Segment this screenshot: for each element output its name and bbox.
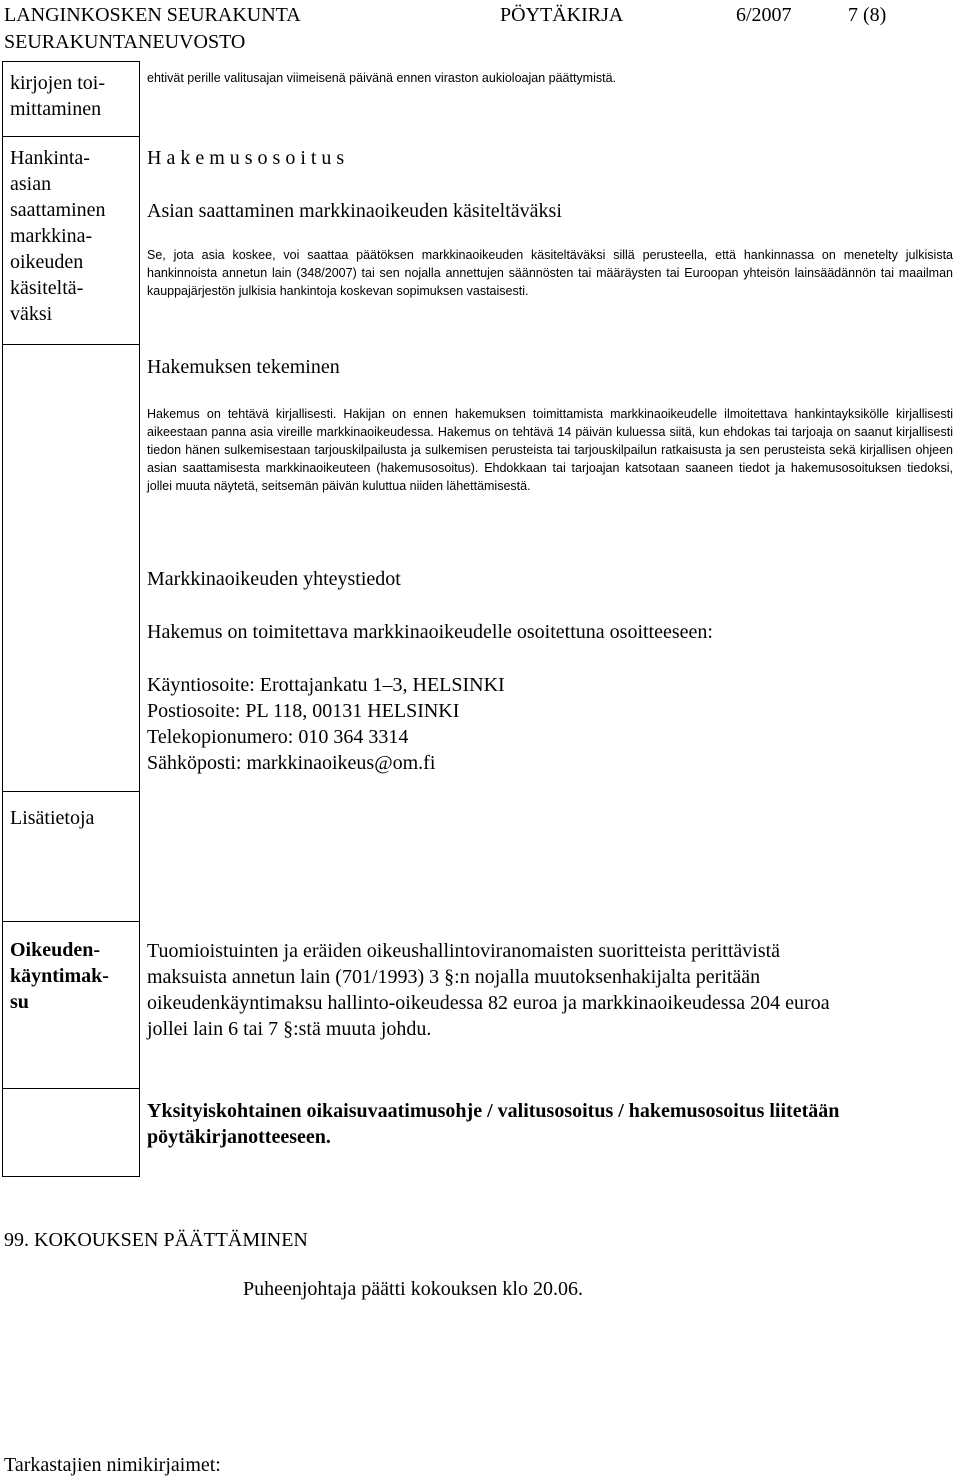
table-border-row4 [2, 1088, 140, 1089]
row4-label [10, 937, 109, 1015]
row2-label-line: saattaminen [10, 199, 106, 221]
contact-email: Sähköposti: markkinaoikeus@om.fi [147, 752, 436, 774]
contact-heading: Markkinaoikeuden yhteystiedot [147, 568, 401, 590]
contact-block [147, 672, 505, 776]
table-border-row1 [2, 136, 140, 137]
row2-label-line: asian [10, 173, 52, 195]
row2-label [10, 145, 106, 327]
row1-label [10, 70, 105, 122]
header-number: 6/2007 [736, 4, 792, 26]
address-intro: Hakemus on toimitettava markkinaoikeudelle osoitettuna osoitteeseen: [147, 621, 713, 643]
section-99-text: Puheenjohtaja päätti kokouksen klo 20.06. [243, 1278, 583, 1300]
table-border-row2 [2, 344, 140, 345]
row3-label: Lisätietoja [10, 807, 95, 829]
appeal-paragraph: Se, jota asia koskee, voi saattaa päätöksen markkinaoikeuden käsiteltäväksi sillä perusteella, että hankinnassa on menetelty julkisista hankinnoista annetun lain (348/2007) tai sen nojalla annettujen säännösten tai määräysten tai Euroopan yhteisön lainsäädännön tai maailman kauppajärjestön julkisia hankintoja koskevan sopimuksen vastaisesti. [147, 248, 953, 298]
table-border-left [2, 61, 3, 1177]
court-fee-line: Tuomioistuinten ja eräiden oikeushallintoviranomaisten suoritteista perittävistä [147, 940, 781, 962]
table-border-row2b [2, 791, 140, 792]
contact-postal-address: Postiosoite: PL 118, 00131 HELSINKI [147, 700, 460, 722]
contact-visit-address: Käyntiosoite: Erottajankatu 1–3, HELSINKI [147, 674, 505, 696]
row4-label-line: su [10, 991, 29, 1013]
contact-fax: Telekopionumero: 010 364 3314 [147, 726, 409, 748]
table-border-bottom [2, 1176, 140, 1177]
row4-label-line: käyntimak- [10, 965, 109, 987]
appendix-note-line: pöytäkirjanotteeseen. [147, 1126, 331, 1148]
row2-label-line: Hankinta- [10, 147, 90, 169]
row1-text: ehtivät perille valitusajan viimeisenä päivänä ennen viraston aukioloajan päättymistä. [147, 71, 617, 85]
court-fee-line: maksuista annetun lain (701/1993) 3 §:n nojalla muutoksenhakijalta peritään [147, 966, 761, 988]
application-paragraph: Hakemus on tehtävä kirjallisesti. Hakijan on ennen hakemuksen toimittamista markkinaoikeudelle ilmoitettava hankintayksikölle kirjallisesti aikeestaan panna asia vireille markkinaoikeudessa. Hakemus on tehtävä 14 päivän kuluessa siitä, kun ehdokas tai tarjoaja on saanut kirjallisesti tiedon hänen sulkemisestaan tarjouskilpailusta ja sulkemisen perusteista tai tarjouskilpailun ratkaisusta ja sen perusteista sekä kirjallisen ohjeen asian saattamisesta markkinaoikeuteen (hakemusosoitus). Ehdokkaan tai tarjoajan katsotaan saaneen tiedot ja hakemusosoituksen tiedoksi, jollei muuta näytetä, seitsemän päivän kuluttua niiden lähettämisestä. [147, 407, 953, 493]
row1-label-line: kirjojen toi- [10, 72, 105, 94]
court-fee-line: oikeudenkäyntimaksu hallinto-oikeudessa 82 euroa ja markkinaoikeudessa 204 euroa [147, 992, 830, 1014]
court-fee-text [147, 938, 830, 1042]
section-99-title: 99. KOKOUKSEN PÄÄTTÄMINEN [4, 1229, 308, 1251]
section-title: H a k e m u s o s o i t u s [147, 147, 345, 169]
section-subtitle: Asian saattaminen markkinaoikeuden käsiteltäväksi [147, 200, 562, 222]
appendix-note [147, 1098, 839, 1150]
court-fee-line: jollei lain 6 tai 7 §:stä muuta johdu. [147, 1018, 432, 1040]
row2-label-line: käsiteltä- [10, 277, 84, 299]
row2-label-line: markkina- [10, 225, 93, 247]
row1-label-line: mittaminen [10, 98, 102, 120]
table-border-top [2, 61, 140, 62]
application-heading: Hakemuksen tekeminen [147, 356, 340, 378]
table-border-divider [139, 61, 140, 1177]
table-border-row3 [2, 921, 140, 922]
header-org: LANGINKOSKEN SEURAKUNTA [4, 4, 301, 26]
row2-label-line: väksi [10, 303, 53, 325]
appendix-note-line: Yksityiskohtainen oikaisuvaatimusohje / valitusosoitus / hakemusosoitus liitetään [147, 1100, 840, 1122]
row2-label-line: oikeuden [10, 251, 84, 273]
header-page: 7 (8) [848, 4, 887, 26]
header-body: SEURAKUNTANEUVOSTO [4, 31, 246, 53]
initials-label: Tarkastajien nimikirjaimet: [4, 1454, 221, 1476]
row4-label-line: Oikeuden- [10, 939, 101, 961]
header-doc-type: PÖYTÄKIRJA [500, 4, 624, 26]
